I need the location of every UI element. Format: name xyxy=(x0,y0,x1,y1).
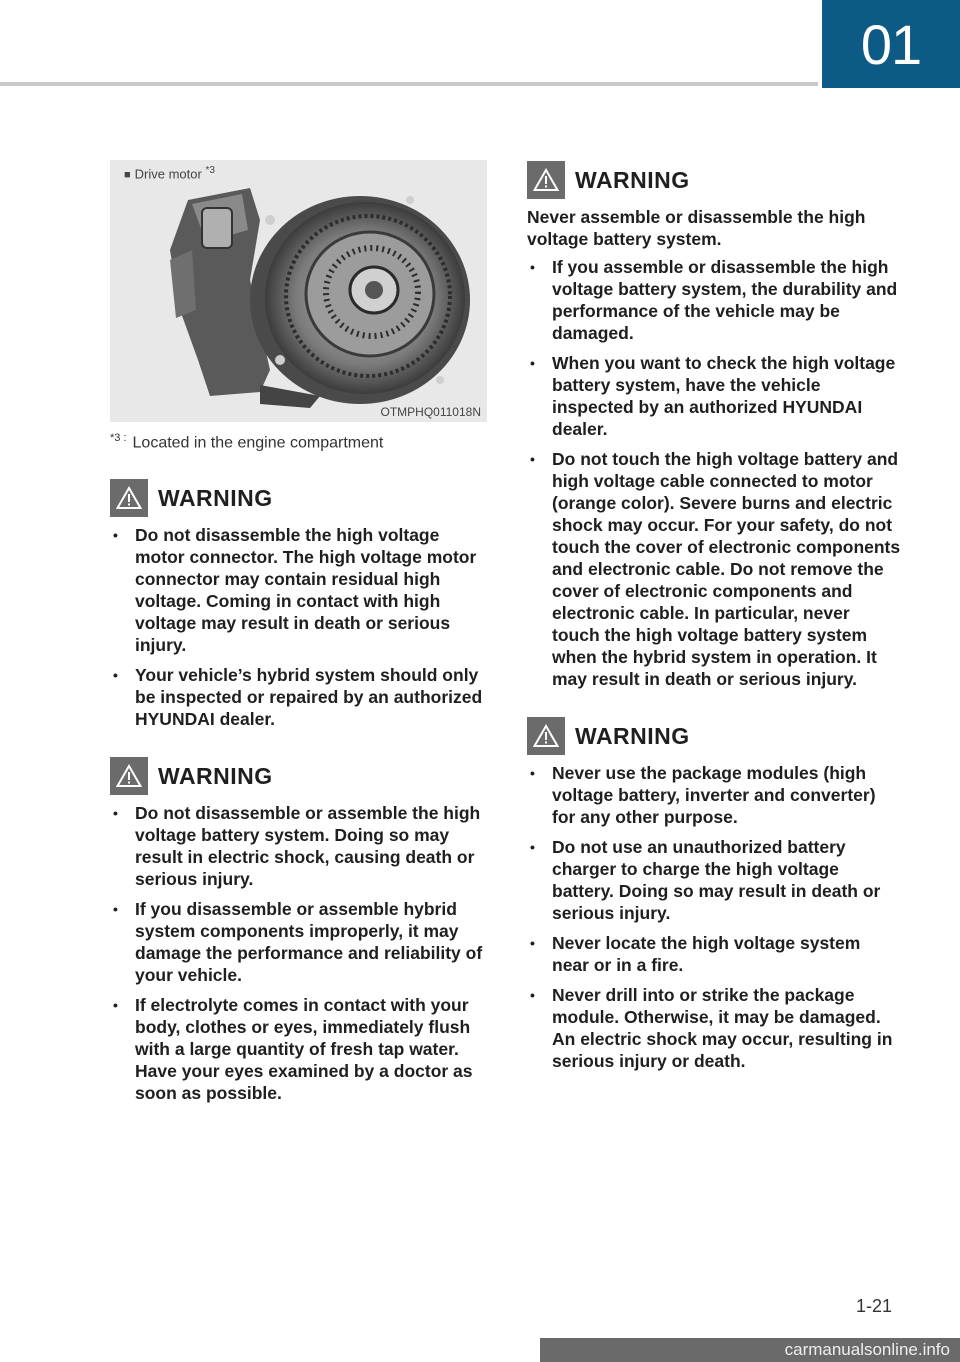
warning-lead: Never assemble or disassemble the high voltage battery system. xyxy=(527,207,866,249)
warning-title: WARNING xyxy=(575,166,690,193)
warning-block xyxy=(527,160,902,690)
footnote xyxy=(110,432,487,452)
warning-header xyxy=(527,160,902,200)
warning-block xyxy=(110,478,487,730)
warning-list xyxy=(110,802,487,1104)
warning-item: • If electrolyte comes in contact with your body, clothes or eyes, immediately flush with a large quantity of fresh tap water. Have your eyes examined by a doctor as soon as possible. xyxy=(110,994,487,1104)
warning-item: • If you assemble or disassemble the high voltage battery system, the durability and performance of the vehicle may be damaged. xyxy=(527,256,902,344)
drive-motor-figure xyxy=(110,160,487,422)
warning-item: • Do not use an unauthorized battery charger to charge the high voltage battery. Doing so may result in death or serious injury. xyxy=(527,836,902,924)
header-rule xyxy=(0,82,818,86)
caption-sup: *3 xyxy=(205,165,215,176)
warning-list xyxy=(110,524,487,730)
warning-block xyxy=(527,716,902,1072)
warning-item: • Do not touch the high voltage battery and high voltage cable connected to motor (orange color). Severe burns and electric shock may occur. For your safety, do not touch the cover of electronic components and electronic cable. Do not remove the cover of electronic components and electronic cable. In particular, never touch the high voltage battery system when the hybrid system in operation. It may result in death or serious injury. xyxy=(527,448,902,690)
warning-item: • If you disassemble or assemble hybrid system components improperly, it may damage the performance and reliability of your vehicle. xyxy=(110,898,487,986)
page-number: 1-21 xyxy=(855,1296,892,1316)
warning-header xyxy=(110,478,487,518)
warning-triangle-icon xyxy=(527,717,565,755)
warning-triangle-icon xyxy=(110,757,148,795)
warning-item: • Do not disassemble or assemble the high voltage battery system. Doing so may result in electric shock, causing death or serious injury. xyxy=(110,802,487,890)
drive-motor-illustration-icon xyxy=(110,160,487,422)
warning-item: • Your vehicle’s hybrid system should only be inspected or repaired by an authorized HYUNDAI dealer. xyxy=(110,664,487,730)
footnote-text: Located in the engine compartment xyxy=(132,434,384,452)
warning-header xyxy=(110,756,487,796)
warning-triangle-icon xyxy=(110,479,148,517)
warning-item: • Never locate the high voltage system near or in a fire. xyxy=(527,932,902,976)
warning-item: • Never drill into or strike the package module. Otherwise, it may be damaged. An electric shock may occur, resulting in serious injury or death. xyxy=(527,984,902,1072)
watermark[interactable]: carmanualsonline.info xyxy=(540,1338,960,1362)
warning-triangle-icon xyxy=(527,161,565,199)
right-column xyxy=(527,160,902,1080)
warning-list xyxy=(527,762,902,1072)
warning-title: WARNING xyxy=(158,762,273,789)
warning-block xyxy=(110,756,487,1104)
left-column xyxy=(110,160,487,1112)
warning-title: WARNING xyxy=(158,484,273,511)
warning-list xyxy=(527,256,902,690)
warning-item: • Do not disassemble the high voltage motor connector. The high voltage motor connector may contain residual high voltage. Coming in contact with high voltage may result in death or serious injury. xyxy=(110,524,487,656)
caption-text: Drive motor xyxy=(134,166,202,182)
footnote-marker: *3 : xyxy=(110,432,127,444)
chapter-tab: 01 xyxy=(822,0,960,88)
warning-item: • Never use the package modules (high voltage battery, inverter and converter) for any other purpose. xyxy=(527,762,902,828)
figure-code: OTMPHQ011018N xyxy=(380,405,481,419)
warning-item: • When you want to check the high voltage battery system, have the vehicle inspected by an authorized HYUNDAI dealer. xyxy=(527,352,902,440)
figure-caption xyxy=(124,165,215,181)
warning-header xyxy=(527,716,902,756)
caption-marker: ■ xyxy=(124,169,131,182)
warning-title: WARNING xyxy=(575,722,690,749)
